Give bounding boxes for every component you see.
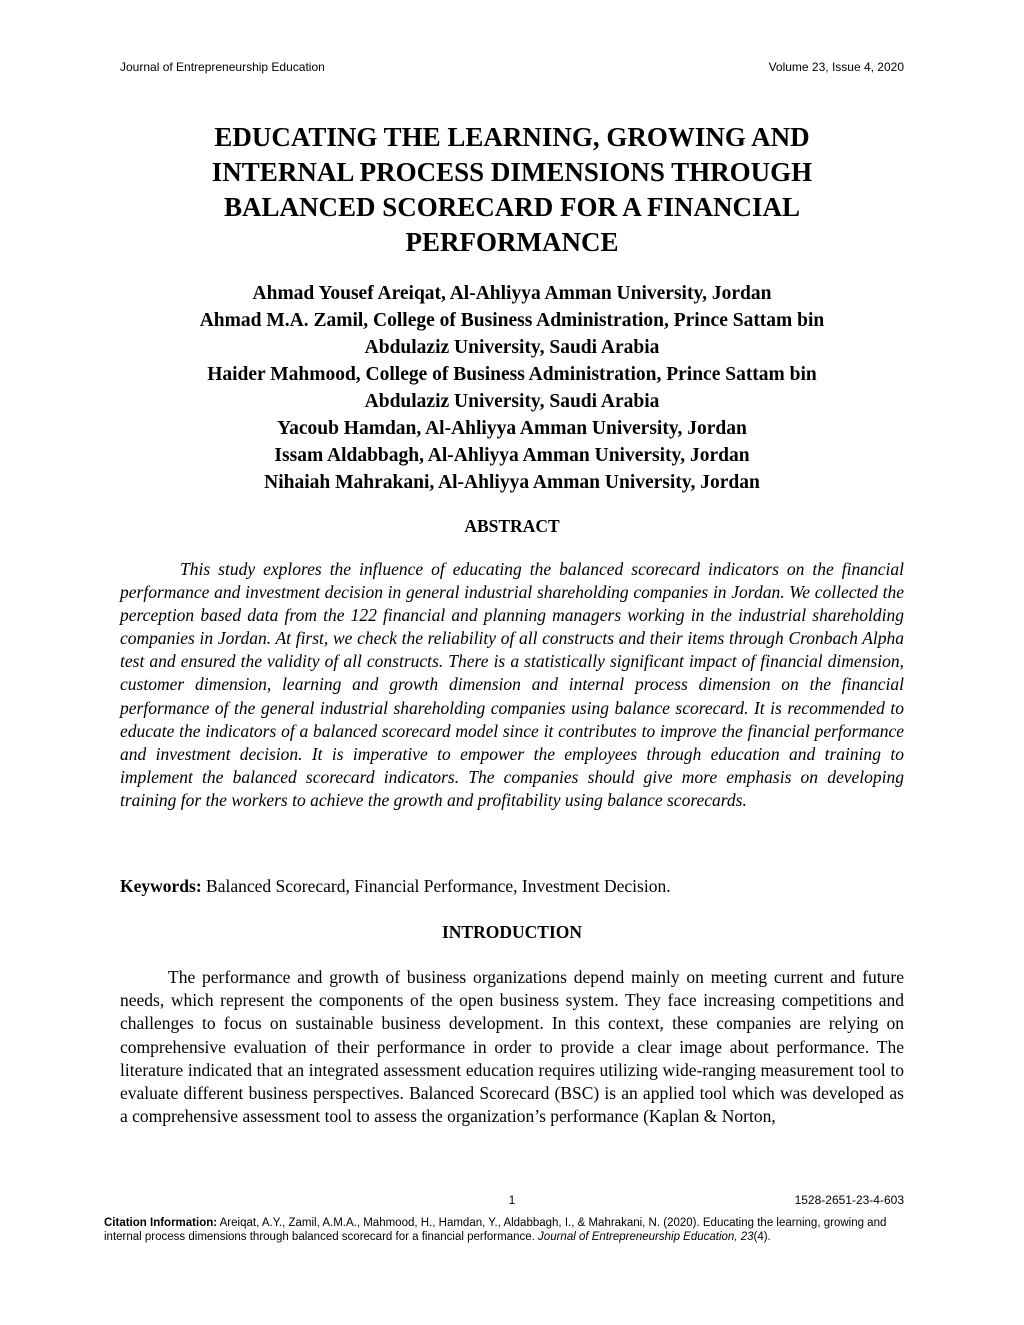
title-line: EDUCATING THE LEARNING, GROWING AND (214, 122, 810, 152)
author-line: Abdulaziz University, Saudi Arabia (364, 337, 660, 358)
author-line: Nihaiah Mahrakani, Al-Ahliyya Amman University, Jordan (264, 472, 760, 493)
citation-info (104, 1216, 904, 1244)
title-line: INTERNAL PROCESS DIMENSIONS THROUGH (211, 157, 813, 187)
keywords-label: Keywords: (120, 876, 202, 896)
citation-label: Citation Information: (104, 1217, 218, 1229)
keywords-text: Balanced Scorecard, Financial Performance, Investment Decision. (201, 876, 671, 896)
page-number: 1 (508, 1193, 516, 1207)
citation-text: Areiqat, A.Y., Zamil, A.M.A., Mahmood, H., Hamdan, Y., Aldabbagh, I., & Mahrakani, N. (2020). Educating the learning, growing and internal process dimensions through balanced scorecard for a financial performance. (104, 1217, 887, 1243)
author-line: Yacoub Hamdan, Al-Ahliyya Amman University, Jordan (277, 418, 747, 439)
introduction-text: The performance and growth of business organizations depend mainly on meeting current and future needs, which represent the components of the open business system. They face increasing competitions and challenges to focus on sustainable business development. In this context, these companies are relying on comprehensive evaluation of their performance in order to provide a clear image about performance. The literature indicated that an integrated assessment education requires utilizing wide-ranging measurement tool to evaluate different business perspectives. Balanced Scorecard (BSC) is an applied tool which was developed as a comprehensive assessment tool to assess the organization’s performance (Kaplan & Norton, (120, 967, 904, 1127)
citation-issue: (4). (753, 1231, 771, 1243)
introduction-heading: INTRODUCTION (441, 922, 583, 942)
author-line: Ahmad Yousef Areiqat, Al-Ahliyya Amman University, Jordan (252, 283, 772, 304)
volume-issue: Volume 23, Issue 4, 2020 (768, 60, 904, 74)
author-line: Haider Mahmood, College of Business Administration, Prince Sattam bin (207, 364, 817, 385)
author-line: Abdulaziz University, Saudi Arabia (364, 391, 660, 412)
journal-name: Journal of Entrepreneurship Education (120, 60, 325, 74)
author-line: Ahmad M.A. Zamil, College of Business Administration, Prince Sattam bin (199, 310, 825, 331)
running-header (120, 60, 904, 78)
abstract-text: This study explores the influence of educating the balanced scorecard indicators on the financial performance and investment decision in general industrial shareholding companies in Jordan. We collected the perception based data from the 122 financial and planning managers working in the industrial shareholding companies in Jordan. At first, we check the reliability of all constructs and their items through Cronbach Alpha test and ensured the validity of all constructs. There is a statistically significant impact of financial dimension, customer dimension, learning and growth dimension and internal process dimension on the financial performance of the general industrial shareholding companies using balance scorecard. It is recommended to educate the indicators of a balanced scorecard model since it contributes to improve the financial performance and investment decision. It is imperative to empower the employees through education and training to implement the balanced scorecard indicators. The companies should give more emphasis on developing training for the workers to achieve the growth and profitability using balance scorecards. (120, 559, 904, 810)
citation-journal: Journal of Entrepreneurship Education, 23 (538, 1231, 754, 1243)
title-line: BALANCED SCORECARD FOR A FINANCIAL (223, 192, 801, 222)
author-line: Issam Aldabbagh, Al-Ahliyya Amman University, Jordan (274, 445, 750, 466)
keywords (120, 876, 904, 897)
abstract-heading: ABSTRACT (464, 516, 560, 536)
title-line: PERFORMANCE (405, 227, 619, 257)
page-footer (120, 1193, 904, 1209)
article-code: 1528-2651-23-4-603 (794, 1193, 904, 1207)
author-list (120, 280, 904, 496)
paper-title (120, 120, 904, 260)
